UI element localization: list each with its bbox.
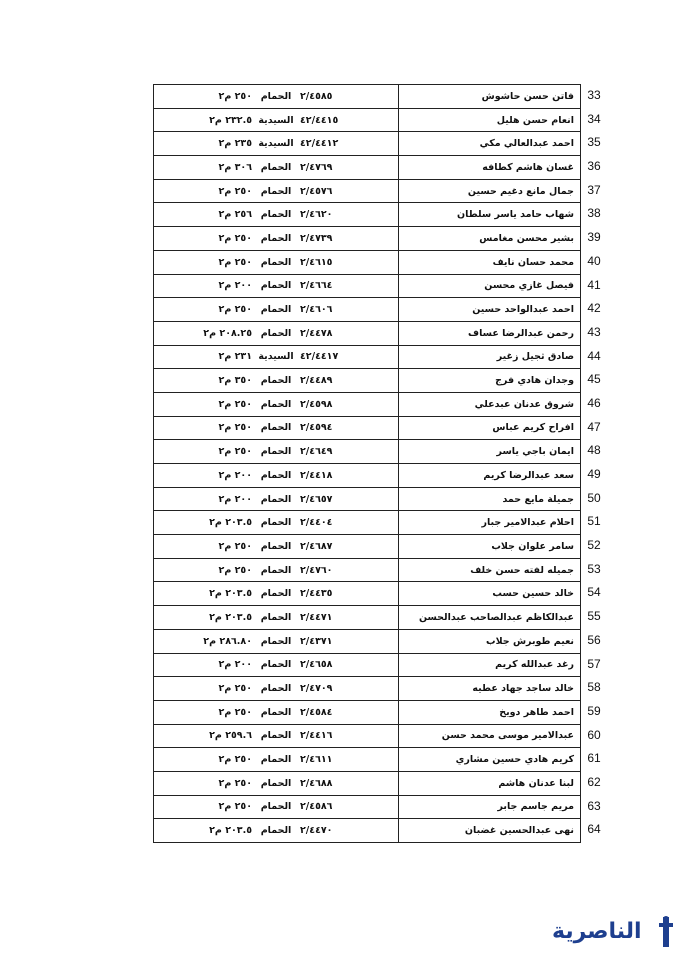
row-number: 35 xyxy=(587,135,601,150)
row-number: 59 xyxy=(587,703,601,718)
plot-info-cell xyxy=(154,416,399,440)
person-name: احمد طاهر دويخ xyxy=(399,700,581,724)
person-name: جميله لفته حسن خلف xyxy=(399,558,581,582)
plot-info-cell xyxy=(154,227,399,251)
row-number: 36 xyxy=(587,159,601,174)
table-row xyxy=(154,108,581,132)
plot-area: ٢٠٣.٥ م٢ xyxy=(209,588,252,600)
plot-area: ٢٥٠ م٢ xyxy=(218,564,252,576)
plot-number: ٢/٤٦٨٨ xyxy=(300,777,333,789)
plot-area: ٢٠٠ م٢ xyxy=(218,469,252,481)
table-row xyxy=(154,203,581,227)
person-name: خالد حسين حسب xyxy=(399,582,581,606)
row-number-column xyxy=(574,84,614,842)
plot-info-cell xyxy=(154,108,399,132)
table-row xyxy=(154,535,581,559)
plot-area: ٢٣٢.٥ م٢ xyxy=(209,114,252,126)
plot-info-cell xyxy=(154,321,399,345)
row-number: 41 xyxy=(587,277,601,292)
plot-location: الحمام xyxy=(260,398,292,410)
plot-location: الحمام xyxy=(260,801,292,813)
row-number: 48 xyxy=(587,443,601,458)
plot-area: ٢٠٠ م٢ xyxy=(218,659,252,671)
plot-number: ٢/٤٤٧١ xyxy=(300,611,333,623)
table-row xyxy=(154,582,581,606)
table-row xyxy=(154,795,581,819)
plot-info-cell xyxy=(154,250,399,274)
plot-number: ٢/٤٥٨٥ xyxy=(300,90,333,102)
plot-location: الحمام xyxy=(260,706,292,718)
plot-number: ٢/٤٧٦٠ xyxy=(300,564,333,576)
plot-area: ٢٥٠ م٢ xyxy=(218,540,252,552)
table-row xyxy=(154,629,581,653)
plot-location: الحمام xyxy=(260,327,292,339)
person-name: رحمن عبدالرضا عساف xyxy=(399,321,581,345)
table-row xyxy=(154,558,581,582)
person-name: غسان هاشم كطافه xyxy=(399,156,581,180)
nasiriyah-logo xyxy=(552,915,678,960)
table-row xyxy=(154,85,581,109)
plot-info-cell xyxy=(154,558,399,582)
plot-info-cell xyxy=(154,724,399,748)
plot-location: الحمام xyxy=(260,659,292,671)
row-number: 61 xyxy=(587,751,601,766)
plot-info-cell xyxy=(154,132,399,156)
row-number: 33 xyxy=(587,88,601,102)
row-number: 39 xyxy=(587,230,601,245)
plot-number: ٢/٤٤٧٠ xyxy=(300,825,333,837)
plot-number: ٤٢/٤٤١٥ xyxy=(300,114,339,126)
plot-location: الحمام xyxy=(260,185,292,197)
plot-info-cell xyxy=(154,156,399,180)
records-table xyxy=(153,84,581,843)
row-number: 34 xyxy=(587,111,601,126)
plot-area: ٢٠٣.٥ م٢ xyxy=(209,825,252,837)
person-name: افراح كريم عباس xyxy=(399,416,581,440)
plot-number: ٢/٤٧٣٩ xyxy=(300,232,333,244)
plot-location: الحمام xyxy=(260,588,292,600)
plot-area: ٢٥٩.٦ م٢ xyxy=(209,730,252,742)
plot-number: ٢/٤٦٨٧ xyxy=(300,540,333,552)
row-number: 50 xyxy=(587,490,601,505)
row-number: 42 xyxy=(587,301,601,316)
plot-number: ٢/٤٥٧٦ xyxy=(300,185,333,197)
plot-number: ٢/٤٥٩٤ xyxy=(300,422,333,434)
plot-area: ٢٠٣.٥ م٢ xyxy=(209,611,252,623)
table-row xyxy=(154,227,581,251)
row-number: 64 xyxy=(587,822,601,837)
plot-number: ٢/٤٦٥٧ xyxy=(300,493,333,505)
plot-location: السيدية xyxy=(258,351,294,363)
plot-info-cell xyxy=(154,535,399,559)
plot-area: ٢٥٠ م٢ xyxy=(218,706,252,718)
person-name: وجدان هادي فرج xyxy=(399,369,581,393)
person-name: فيصل غازي محسن xyxy=(399,274,581,298)
person-name: احمد عبدالعالي مكي xyxy=(399,132,581,156)
person-name: عبدالامير موسى محمد حسن xyxy=(399,724,581,748)
plot-area: ٢٣١ م٢ xyxy=(218,351,252,363)
table-row xyxy=(154,179,581,203)
plot-location: الحمام xyxy=(260,517,292,529)
plot-info-cell xyxy=(154,487,399,511)
plot-location: الحمام xyxy=(260,825,292,837)
row-number: 49 xyxy=(587,467,601,481)
plot-location: الحمام xyxy=(260,422,292,434)
row-number: 62 xyxy=(587,774,601,789)
logo-text: الناصرية xyxy=(552,919,642,944)
plot-info-cell xyxy=(154,274,399,298)
plot-info-cell xyxy=(154,629,399,653)
plot-info-cell xyxy=(154,653,399,677)
plot-number: ٤٢/٤٤١٧ xyxy=(300,351,339,363)
row-number: 44 xyxy=(587,348,601,363)
plot-area: ٣٠٦ م٢ xyxy=(218,161,252,173)
plot-location: الحمام xyxy=(260,635,292,647)
plot-area: ٢٥٠ م٢ xyxy=(218,232,252,244)
plot-info-cell xyxy=(154,464,399,488)
plot-area: ٢٥٠ م٢ xyxy=(218,801,252,813)
plot-number: ٢/٤٤٨٩ xyxy=(300,375,333,387)
table-row xyxy=(154,132,581,156)
row-number: 56 xyxy=(587,632,601,647)
plot-location: الحمام xyxy=(260,469,292,481)
row-number: 63 xyxy=(587,798,601,813)
plot-location: الحمام xyxy=(260,304,292,316)
plot-location: الحمام xyxy=(260,90,292,102)
plot-info-cell xyxy=(154,795,399,819)
row-number: 40 xyxy=(587,253,601,268)
plot-location: الحمام xyxy=(260,209,292,221)
plot-location: الحمام xyxy=(260,256,292,268)
row-number: 47 xyxy=(587,419,601,434)
table-row xyxy=(154,250,581,274)
row-number: 55 xyxy=(587,609,601,624)
plot-number: ٢/٤٦٢٠ xyxy=(300,209,333,221)
person-name: محمد حسان نايف xyxy=(399,250,581,274)
plot-number: ٢/٤٥٩٨ xyxy=(300,398,333,410)
table-row xyxy=(154,819,581,843)
person-name: ايمان باجي ياسر xyxy=(399,440,581,464)
plot-number: ٢/٤٥٨٤ xyxy=(300,706,333,718)
table-row xyxy=(154,677,581,701)
plot-area: ٢٥٠ م٢ xyxy=(218,446,252,458)
plot-area: ٢٠٠ م٢ xyxy=(218,493,252,505)
person-name: صادق ثجيل زغير xyxy=(399,345,581,369)
plot-area: ٢٠٨.٢٥ م٢ xyxy=(203,327,252,339)
plot-location: الحمام xyxy=(260,540,292,552)
plot-info-cell xyxy=(154,771,399,795)
plot-info-cell xyxy=(154,748,399,772)
table-row xyxy=(154,321,581,345)
plot-location: الحمام xyxy=(260,611,292,623)
plot-location: الحمام xyxy=(260,730,292,742)
plot-number: ٤٢/٤٤١٢ xyxy=(300,138,339,150)
plot-number: ٢/٤٤٧٨ xyxy=(300,327,333,339)
person-name: انعام حسن هليل xyxy=(399,108,581,132)
person-name: نهى عبدالحسين غضبان xyxy=(399,819,581,843)
plot-area: ٣٥٠ م٢ xyxy=(218,375,252,387)
plot-info-cell xyxy=(154,345,399,369)
row-number: 57 xyxy=(587,656,601,671)
table-row xyxy=(154,156,581,180)
plot-info-cell xyxy=(154,700,399,724)
plot-location: الحمام xyxy=(260,446,292,458)
plot-info-cell xyxy=(154,582,399,606)
plot-location: الحمام xyxy=(260,564,292,576)
plot-number: ٢/٤٦١١ xyxy=(300,754,333,766)
plot-location: الحمام xyxy=(260,232,292,244)
row-number: 45 xyxy=(587,372,601,387)
plot-area: ٢٣٥ م٢ xyxy=(218,138,252,150)
table-row xyxy=(154,345,581,369)
plot-location: الحمام xyxy=(260,777,292,789)
row-number: 53 xyxy=(587,561,601,576)
plot-area: ٢٥٠ م٢ xyxy=(218,398,252,410)
plot-info-cell xyxy=(154,677,399,701)
person-name: نعيم طوبرش جلاب xyxy=(399,629,581,653)
plot-number: ٢/٤٦٥٨ xyxy=(300,659,333,671)
table-row xyxy=(154,487,581,511)
row-number: 58 xyxy=(587,680,601,695)
plot-number: ٢/٤٧٦٩ xyxy=(300,161,333,173)
person-name: رغد عبدالله كريم xyxy=(399,653,581,677)
person-name: احمد عبدالواحد حسين xyxy=(399,298,581,322)
table-row xyxy=(154,748,581,772)
plot-location: الحمام xyxy=(260,280,292,292)
plot-info-cell xyxy=(154,819,399,843)
plot-info-cell xyxy=(154,511,399,535)
table-row xyxy=(154,653,581,677)
person-name: شهاب حامد ياسر سلطان xyxy=(399,203,581,227)
table-row xyxy=(154,700,581,724)
table-row xyxy=(154,464,581,488)
table-row xyxy=(154,606,581,630)
table-row xyxy=(154,771,581,795)
plot-area: ٢٥٠ م٢ xyxy=(218,256,252,268)
plot-info-cell xyxy=(154,392,399,416)
person-name: سامر علوان جلاب xyxy=(399,535,581,559)
plot-info-cell xyxy=(154,440,399,464)
person-name: سعد عبدالرضا كريم xyxy=(399,464,581,488)
plot-area: ٢٠٠ م٢ xyxy=(218,280,252,292)
plot-number: ٢/٤٤٠٤ xyxy=(300,517,333,529)
person-name: جميلة مايع حمد xyxy=(399,487,581,511)
plot-location: الحمام xyxy=(260,161,292,173)
plot-info-cell xyxy=(154,203,399,227)
person-name: مريم جاسم جابر xyxy=(399,795,581,819)
table-row xyxy=(154,440,581,464)
plot-location: الحمام xyxy=(260,493,292,505)
records-table-body xyxy=(154,85,581,843)
row-number: 60 xyxy=(587,727,601,742)
table-row xyxy=(154,369,581,393)
plot-number: ٢/٤٤١٨ xyxy=(300,469,333,481)
row-number: 43 xyxy=(587,324,601,339)
table-row xyxy=(154,511,581,535)
person-name: احلام عبدالامير جبار xyxy=(399,511,581,535)
person-name: بشير محسن مغامس xyxy=(399,227,581,251)
plot-area: ٢٥٦ م٢ xyxy=(218,209,252,221)
person-name: خالد ساجد جهاد عطيه xyxy=(399,677,581,701)
plot-location: الحمام xyxy=(260,375,292,387)
plot-area: ٢٥٠ م٢ xyxy=(218,777,252,789)
row-number: 38 xyxy=(587,206,601,221)
row-number: 54 xyxy=(587,585,601,600)
plot-info-cell xyxy=(154,85,399,109)
row-number: 52 xyxy=(587,538,601,553)
plot-number: ٢/٤٦٦٤ xyxy=(300,280,333,292)
row-number: 51 xyxy=(587,514,601,529)
plot-area: ٢٥٠ م٢ xyxy=(218,185,252,197)
plot-location: الحمام xyxy=(260,754,292,766)
plot-info-cell xyxy=(154,179,399,203)
plot-location: الحمام xyxy=(260,683,292,695)
person-name: عبدالكاظم عبدالصاحب عبدالحسن xyxy=(399,606,581,630)
plot-info-cell xyxy=(154,298,399,322)
person-name: لبنا عدنان هاشم xyxy=(399,771,581,795)
plot-number: ٢/٤٦٤٩ xyxy=(300,446,333,458)
plot-number: ٢/٤٤٣٥ xyxy=(300,588,333,600)
row-number: 46 xyxy=(587,395,601,410)
plot-area: ٢٥٠ م٢ xyxy=(218,304,252,316)
person-name: شروق عدنان عبدعلي xyxy=(399,392,581,416)
table-row xyxy=(154,416,581,440)
person-name: كريم هادي حسين مشاري xyxy=(399,748,581,772)
plot-info-cell xyxy=(154,606,399,630)
row-number: 37 xyxy=(587,182,601,197)
plot-info-cell xyxy=(154,369,399,393)
plot-number: ٢/٤٣٧١ xyxy=(300,635,333,647)
plot-number: ٢/٤٤١٦ xyxy=(300,730,333,742)
plot-area: ٢٥٠ م٢ xyxy=(218,90,252,102)
plot-area: ٢٥٠ م٢ xyxy=(218,754,252,766)
plot-number: ٢/٤٧٠٩ xyxy=(300,683,333,695)
nasiriyah-logo-icon xyxy=(656,915,676,949)
person-name: فاتن حسن حاشوش xyxy=(399,85,581,109)
table-row xyxy=(154,298,581,322)
table-row xyxy=(154,392,581,416)
table-row xyxy=(154,274,581,298)
plot-location: السيدية xyxy=(258,114,294,126)
plot-location: السيدية xyxy=(258,138,294,150)
plot-area: ٢٥٠ م٢ xyxy=(218,683,252,695)
table-row xyxy=(154,724,581,748)
person-name: جمال مانع دغيم حسين xyxy=(399,179,581,203)
plot-number: ٢/٤٦١٥ xyxy=(300,256,333,268)
plot-number: ٢/٤٦٠٦ xyxy=(300,304,333,316)
plot-area: ٢٨٦.٨٠ م٢ xyxy=(203,635,252,647)
plot-area: ٢٠٣.٥ م٢ xyxy=(209,517,252,529)
plot-number: ٢/٤٥٨٦ xyxy=(300,801,333,813)
plot-area: ٢٥٠ م٢ xyxy=(218,422,252,434)
